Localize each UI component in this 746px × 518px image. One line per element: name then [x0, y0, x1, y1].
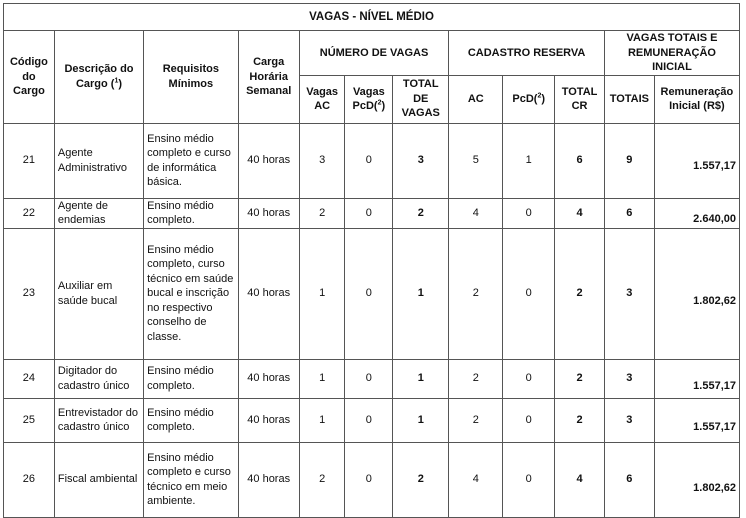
cell-remuneracao: 1.557,17: [654, 398, 739, 442]
header-vagas-ac: Vagas AC: [299, 75, 345, 123]
cell-cr-ac: 2: [449, 359, 503, 398]
cell-cr-ac: 4: [449, 442, 503, 517]
header-carga: Carga Horária Semanal: [238, 31, 299, 124]
cell-total-cr: 4: [555, 442, 605, 517]
cell-vagas-pcd: 0: [345, 228, 393, 359]
cell-vagas-ac: 1: [299, 398, 345, 442]
cell-requisitos: Ensino médio completo.: [144, 198, 238, 228]
header-pcd: PcD($^2$): [503, 75, 555, 123]
table-row: [4, 398, 740, 442]
cell-cr-pcd: 0: [503, 398, 555, 442]
cell-vagas-pcd: 0: [345, 442, 393, 517]
cell-carga: 40 horas: [238, 123, 299, 198]
header-vagas-totais: VAGAS TOTAIS E REMUNERAÇÃO INICIAL: [604, 31, 739, 76]
cell-vagas-pcd: 0: [345, 123, 393, 198]
cell-codigo: 22: [4, 198, 55, 228]
cell-carga: 40 horas: [238, 398, 299, 442]
table-row: [4, 198, 740, 228]
cell-descricao: Digitador do cadastro único: [54, 359, 143, 398]
cell-requisitos: Ensino médio completo.: [144, 359, 238, 398]
cell-vagas-pcd: 0: [345, 398, 393, 442]
cell-total-vagas: 1: [393, 359, 449, 398]
cell-vagas-ac: 2: [299, 198, 345, 228]
cell-codigo: 24: [4, 359, 55, 398]
cell-totais: 3: [604, 398, 654, 442]
header-remuneracao: Remuneração Inicial (R$): [654, 75, 739, 123]
cell-requisitos: Ensino médio completo.: [144, 398, 238, 442]
cell-cr-pcd: 1: [503, 123, 555, 198]
header-ac: AC: [449, 75, 503, 123]
header-codigo: Código do Cargo: [4, 31, 55, 124]
cell-descricao: Agente Administrativo: [54, 123, 143, 198]
cell-vagas-pcd: 0: [345, 198, 393, 228]
cell-codigo: 25: [4, 398, 55, 442]
cell-requisitos: Ensino médio completo, curso técnico em saúde bucal e inscrição no respectivo conselho de classe.: [144, 228, 238, 359]
cell-carga: 40 horas: [238, 198, 299, 228]
header-total-cr: TOTAL CR: [555, 75, 605, 123]
cell-total-cr: 2: [555, 359, 605, 398]
cell-cr-pcd: 0: [503, 442, 555, 517]
cell-cr-ac: 5: [449, 123, 503, 198]
table-row: [4, 442, 740, 517]
cell-total-vagas: 1: [393, 398, 449, 442]
header-cadastro-reserva: CADASTRO RESERVA: [449, 31, 605, 76]
cell-vagas-ac: 2: [299, 442, 345, 517]
cell-total-cr: 2: [555, 228, 605, 359]
header-total-vagas: TOTAL DE VAGAS: [393, 75, 449, 123]
header-vagas-pcd: Vagas PcD($^2$): [345, 75, 393, 123]
cell-requisitos: Ensino médio completo e curso de informática básica.: [144, 123, 238, 198]
cell-totais: 3: [604, 228, 654, 359]
cell-remuneracao: 1.557,17: [654, 123, 739, 198]
cell-cr-ac: 2: [449, 228, 503, 359]
cell-totais: 6: [604, 198, 654, 228]
cell-carga: 40 horas: [238, 442, 299, 517]
cell-cr-ac: 2: [449, 398, 503, 442]
cell-cr-pcd: 0: [503, 359, 555, 398]
table-row: [4, 228, 740, 359]
header-requisitos: Requisitos Mínimos: [144, 31, 238, 124]
cell-requisitos: Ensino médio completo e curso técnico em meio ambiente.: [144, 442, 238, 517]
header-descricao: Descrição do Cargo ($^1$): [54, 31, 143, 124]
cell-vagas-pcd: 0: [345, 359, 393, 398]
cell-remuneracao: 2.640,00: [654, 198, 739, 228]
cell-descricao: Auxiliar em saúde bucal: [54, 228, 143, 359]
cell-codigo: 23: [4, 228, 55, 359]
cell-descricao: Fiscal ambiental: [54, 442, 143, 517]
table-row: [4, 359, 740, 398]
cell-cr-pcd: 0: [503, 198, 555, 228]
cell-descricao: Entrevistador do cadastro único: [54, 398, 143, 442]
cell-remuneracao: 1.557,17: [654, 359, 739, 398]
vagas-table: [3, 3, 740, 518]
cell-vagas-ac: 1: [299, 359, 345, 398]
cell-carga: 40 horas: [238, 228, 299, 359]
cell-cr-pcd: 0: [503, 228, 555, 359]
cell-totais: 3: [604, 359, 654, 398]
header-totais: TOTAIS: [604, 75, 654, 123]
table-title: VAGAS - NÍVEL MÉDIO: [4, 4, 740, 31]
cell-total-cr: 2: [555, 398, 605, 442]
cell-vagas-ac: 1: [299, 228, 345, 359]
header-numero-vagas: NÚMERO DE VAGAS: [299, 31, 448, 76]
cell-remuneracao: 1.802,62: [654, 442, 739, 517]
cell-total-cr: 4: [555, 198, 605, 228]
cell-total-vagas: 2: [393, 442, 449, 517]
table-row: [4, 123, 740, 198]
cell-descricao: Agente de endemias: [54, 198, 143, 228]
cell-codigo: 21: [4, 123, 55, 198]
cell-total-cr: 6: [555, 123, 605, 198]
cell-totais: 9: [604, 123, 654, 198]
cell-total-vagas: 1: [393, 228, 449, 359]
cell-total-vagas: 3: [393, 123, 449, 198]
cell-cr-ac: 4: [449, 198, 503, 228]
cell-remuneracao: 1.802,62: [654, 228, 739, 359]
cell-total-vagas: 2: [393, 198, 449, 228]
cell-codigo: 26: [4, 442, 55, 517]
cell-carga: 40 horas: [238, 359, 299, 398]
cell-totais: 6: [604, 442, 654, 517]
cell-vagas-ac: 3: [299, 123, 345, 198]
